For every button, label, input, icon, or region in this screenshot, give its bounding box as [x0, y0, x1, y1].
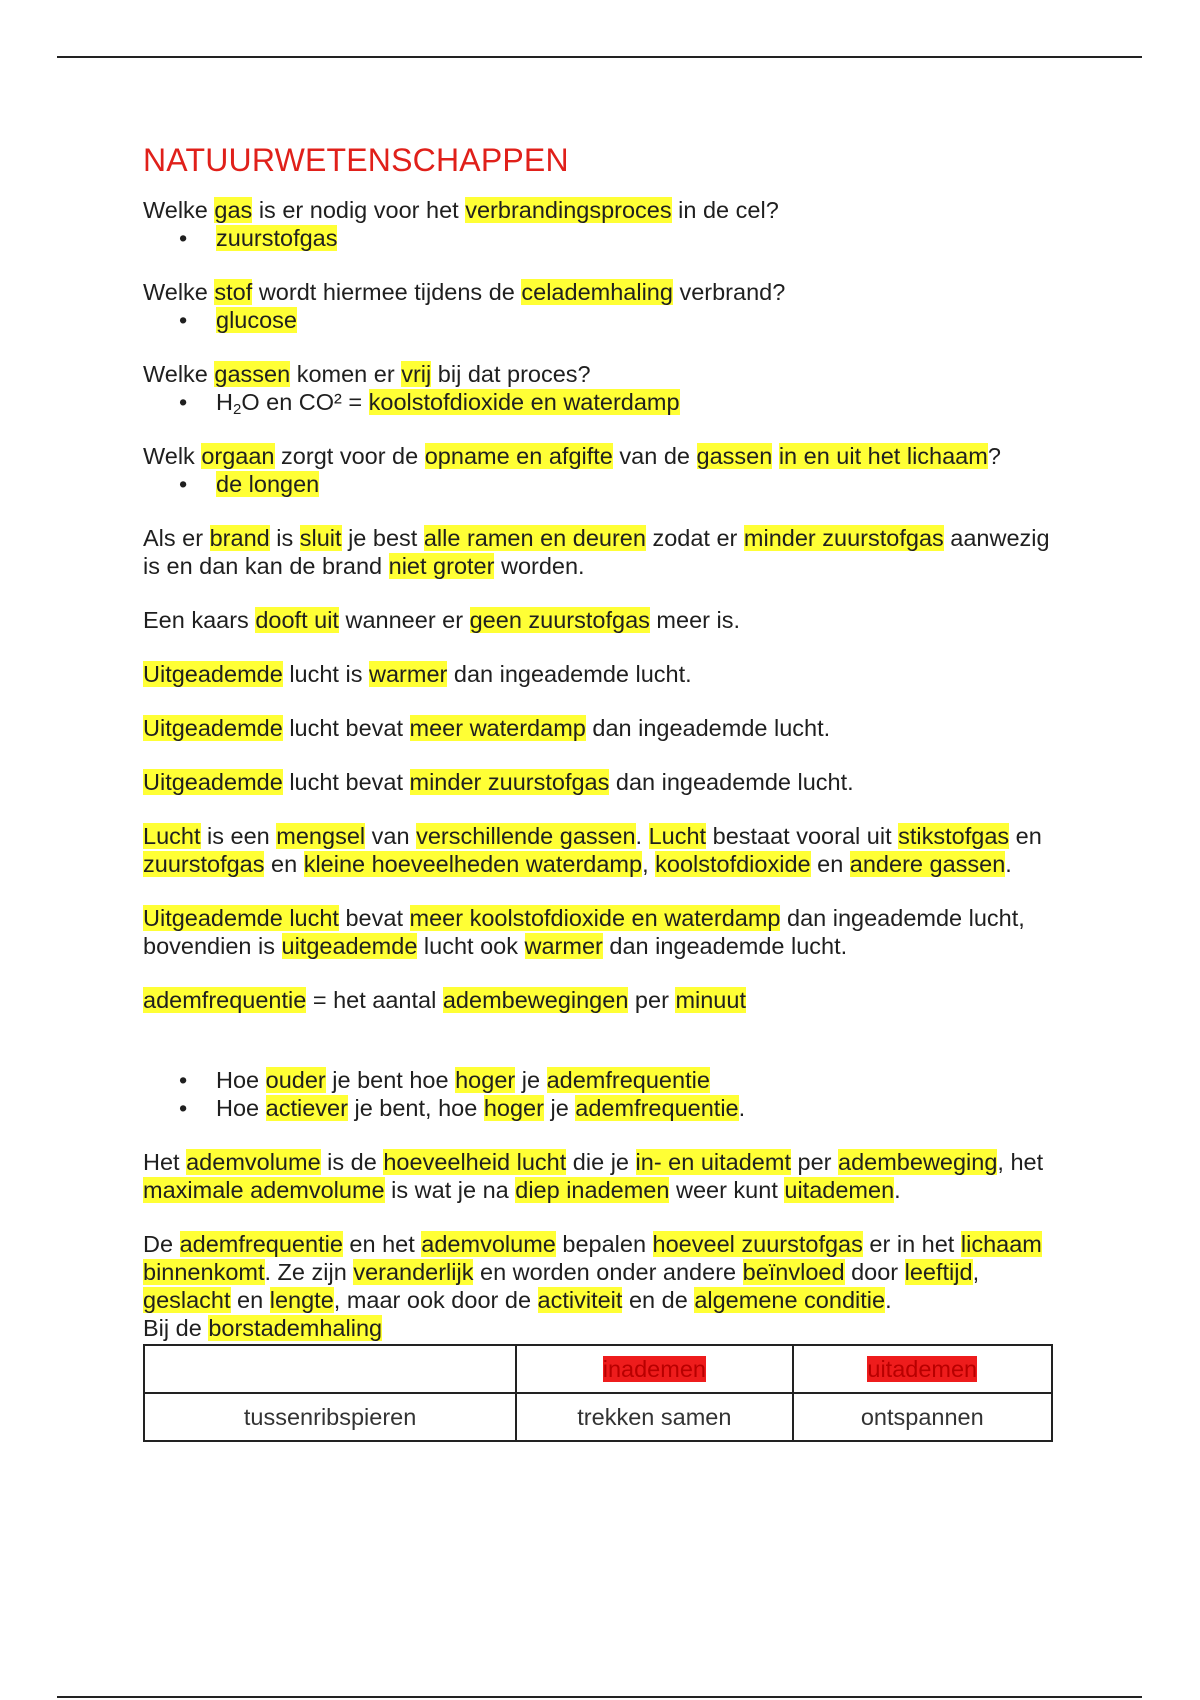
paragraph-kaars: Een kaars dooft uit wanneer er geen zuurstofgas meer is. [143, 607, 741, 633]
uitademen-label: uitademen [867, 1356, 978, 1382]
table-cell [144, 1345, 516, 1393]
paragraph-waterdamp: Uitgeademde lucht bevat meer waterdamp dan ingeademde lucht. [143, 715, 831, 741]
list-item: • de longen [143, 470, 1063, 498]
table-cell [793, 1345, 1052, 1393]
paragraph-brand: Als er brand is sluit je best alle ramen en deuren zodat er minder zuurstofgas aanwezig is en dan kan de brand niet groter worden. [143, 525, 1050, 579]
question-2: Welke stof wordt hiermee tijdens de celademhaling verbrand? • glucose [143, 278, 1063, 334]
list-item: • Hoe ouder je bent hoe hoger je ademfrequentie [143, 1066, 1063, 1094]
table-cell: tussenribspieren [144, 1393, 516, 1441]
paragraph-warmer: Uitgeademde lucht is warmer dan ingeademde lucht. [143, 661, 692, 687]
paragraph-ademfrequentie: ademfrequentie = het aantal adembewegingen per minuut [143, 987, 746, 1013]
table-cell [516, 1345, 792, 1393]
table-row [144, 1393, 1052, 1441]
list-item: • zuurstofgas [143, 224, 1063, 252]
list-item: • glucose [143, 306, 1063, 334]
question-1: Welke gas is er nodig voor het verbrandingsproces in de cel? • zuurstofgas [143, 196, 1063, 252]
inademen-label: inademen [602, 1356, 706, 1382]
paragraph-uitgeademde-lucht: Uitgeademde lucht bevat meer koolstofdioxide en waterdamp dan ingeademde lucht, bovendien is uitgeademde lucht ook warmer dan ingeademde lucht. [143, 905, 1025, 959]
question-3: Welke gassen komen er vrij bij dat proces? • $H_2O$ en CO² = koolstofdioxide en waterdamp [143, 360, 1063, 416]
page-title: NATUURWETENSCHAPPEN [143, 142, 569, 178]
table-cell: trekken samen [516, 1393, 792, 1441]
list-item: • $H_2O$ en CO² = koolstofdioxide en waterdamp [143, 388, 1063, 416]
paragraph-ademvolume: Het ademvolume is de hoeveelheid lucht die je in- en uitademt per adembeweging, het maximale ademvolume is wat je na diep inademen weer kunt uitademen. [143, 1149, 1044, 1203]
paragraph-zuurstofgas: Uitgeademde lucht bevat minder zuurstofgas dan ingeademde lucht. [143, 769, 854, 795]
table-header-row [144, 1345, 1052, 1393]
paragraph-borstademhaling: Bij de borstademhaling [143, 1315, 383, 1341]
paragraph-lucht: Lucht is een mengsel van verschillende gassen. Lucht bestaat vooral uit stikstofgas en zuurstofgas en kleine hoeveelheden waterdamp, koolstofdioxide en andere gassen. [143, 823, 1042, 877]
header-rule [57, 56, 1142, 58]
question-4: Welk orgaan zorgt voor de opname en afgifte van de gassen in en uit het lichaam? • de longen [143, 442, 1063, 498]
document-body [143, 140, 1063, 1442]
table-cell: ontspannen [793, 1393, 1052, 1441]
footer-rule [57, 1696, 1142, 1698]
borstademhaling-table [143, 1344, 1053, 1442]
paragraph-bepalen: De ademfrequentie en het ademvolume bepalen hoeveel zuurstofgas er in het lichaam binnenkomt. Ze zijn veranderlijk en worden onder andere beïnvloed door leeftijd, geslacht en lengte, maar ook door de activiteit en de algemene conditie. [143, 1231, 1042, 1313]
list-item: • Hoe actiever je bent, hoe hoger je ademfrequentie. [143, 1094, 1063, 1122]
ademfrequentie-list [143, 1066, 1063, 1122]
